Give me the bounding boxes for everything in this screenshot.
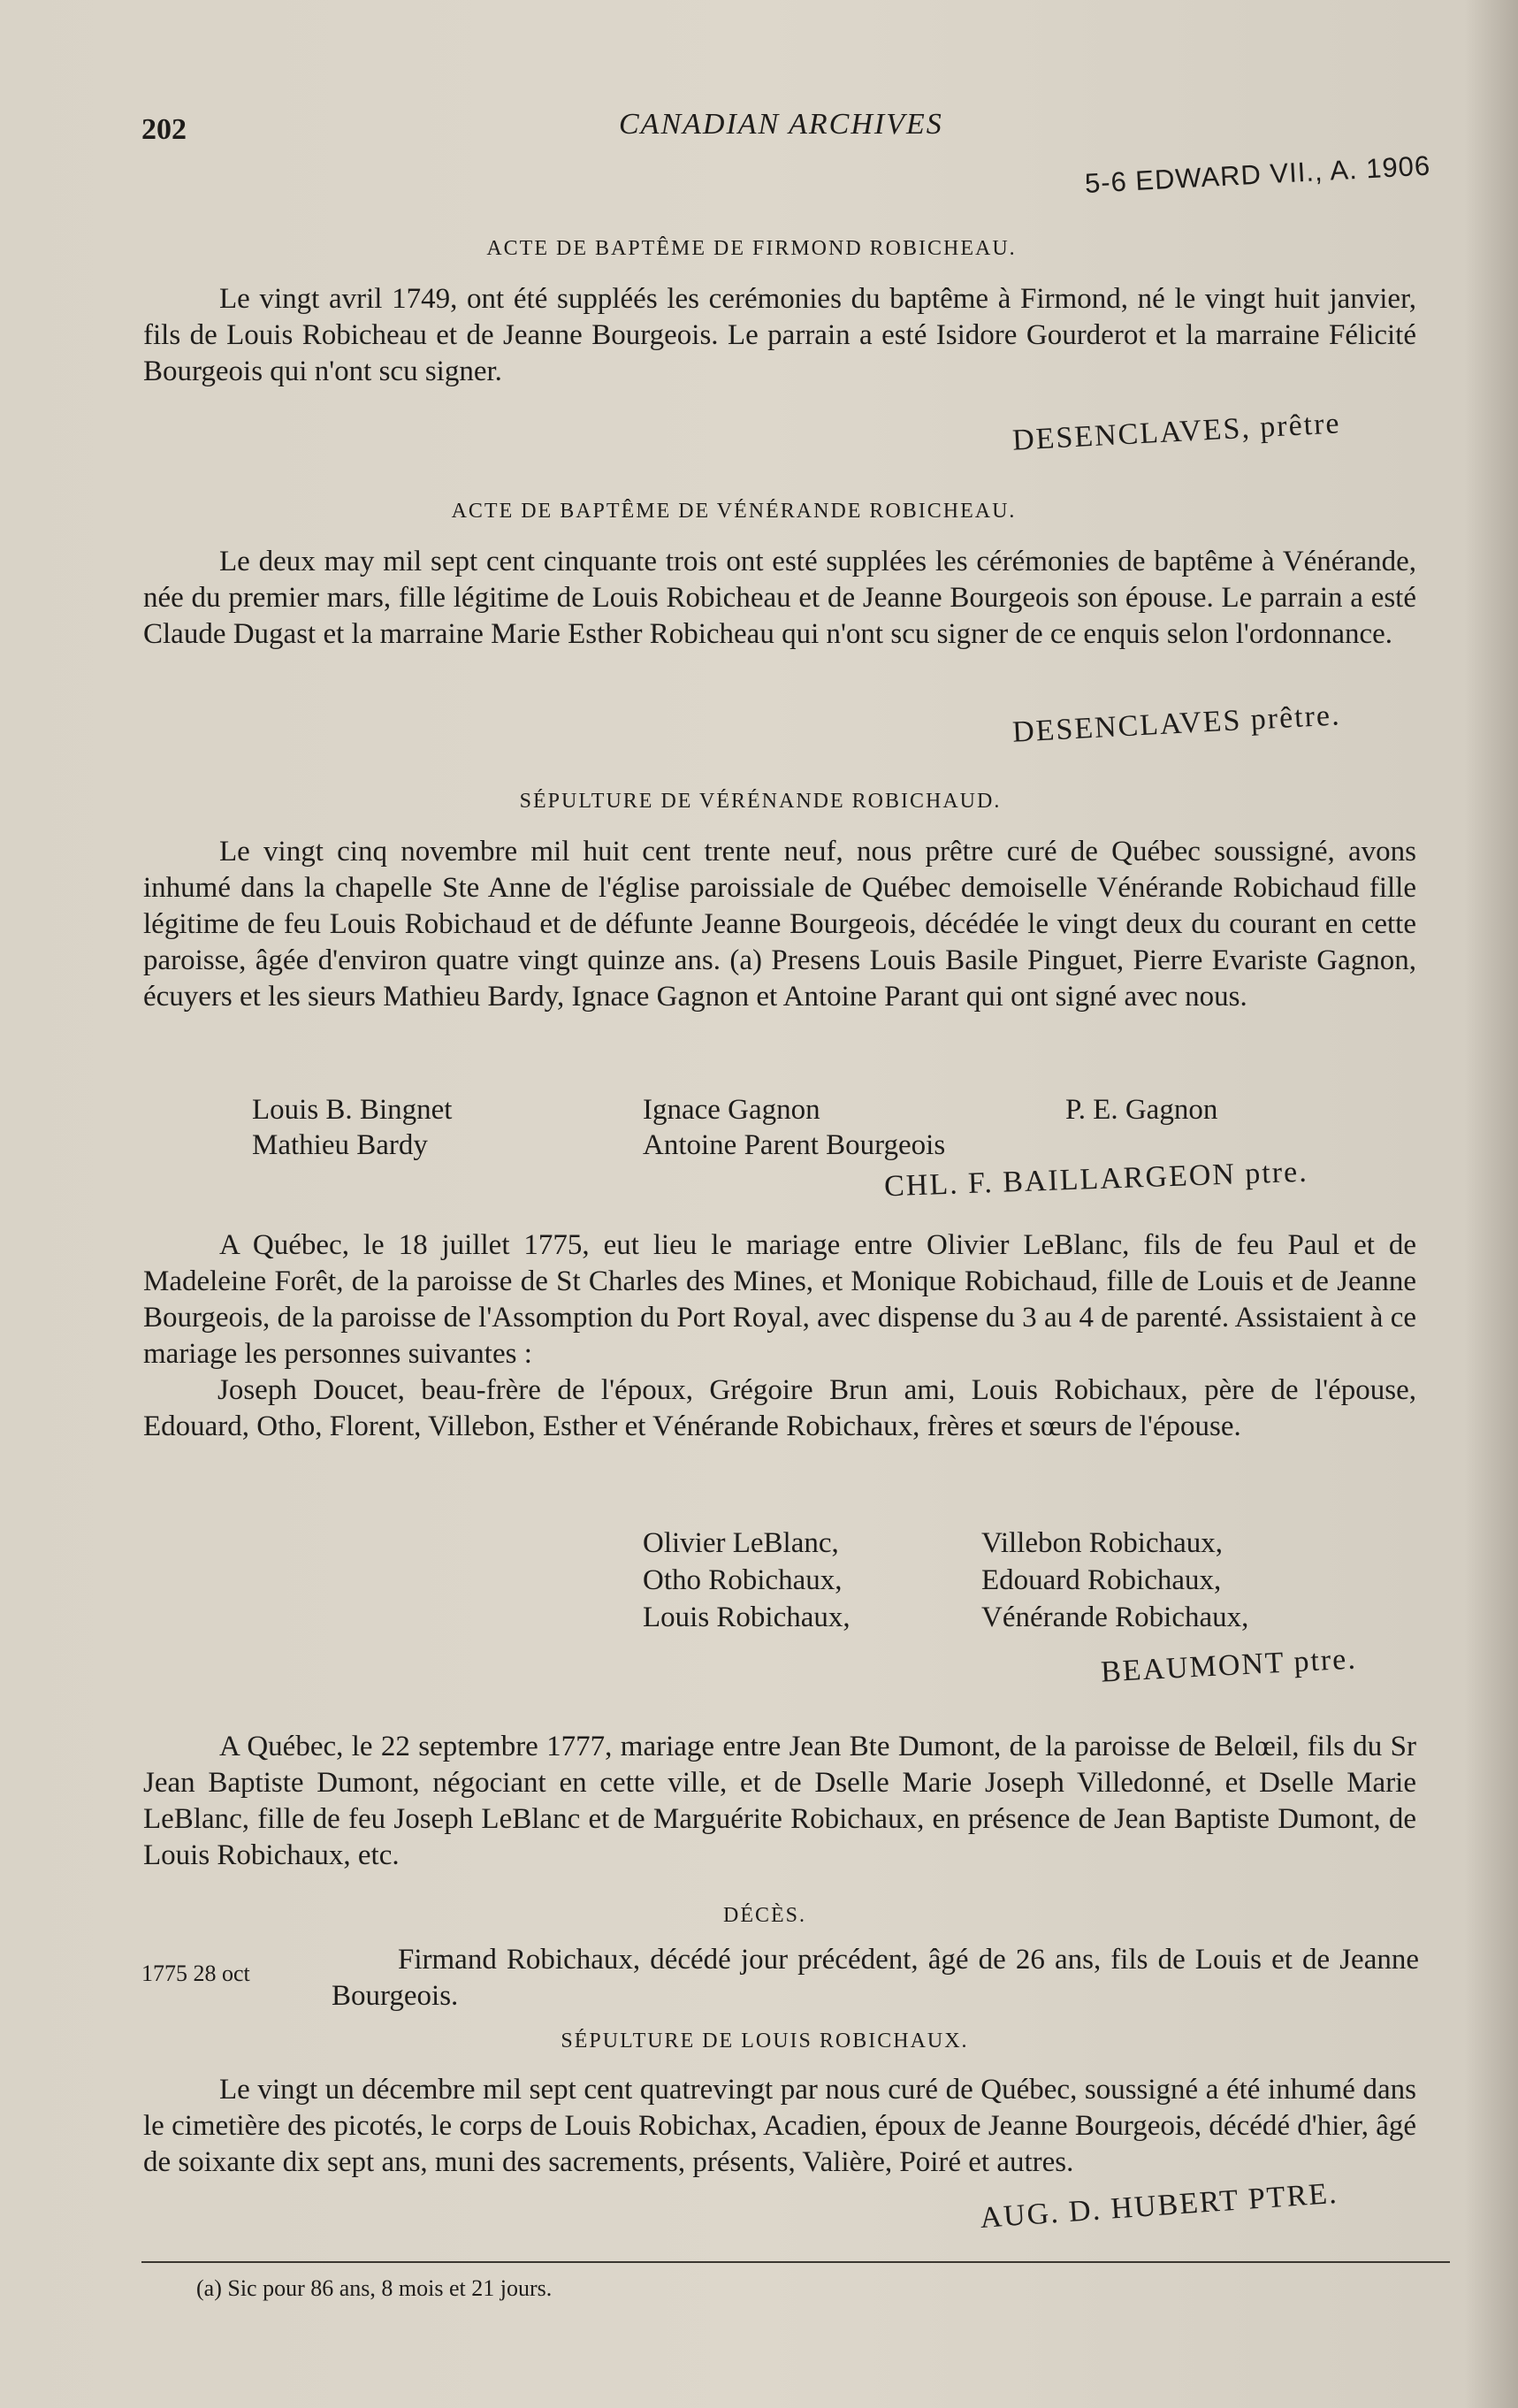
- witness-signatures-1839: [0, 1092, 1518, 1165]
- entry-bapteme-firmond: [143, 281, 1416, 390]
- entry-mariage-1775: [143, 1227, 1416, 1445]
- signature-hubert: AUG. D. HUBERT PTRE.: [979, 2176, 1339, 2236]
- heading-sepulture-venerande: SÉPULTURE DE VÉRÉNANDE ROBICHAUD.: [519, 790, 1002, 813]
- witness-name: Louis B. Bingnet: [252, 1094, 453, 1126]
- entry-text: Le vingt cinq novembre mil huit cent trente neuf, nous prêtre curé de Québec soussigné, avons inhumé dans la chapelle Ste Anne de l'église paroissiale de Québec demoiselle Vénérande Robichaud fille légitime de feu Louis Robichaud et de défunte Jeanne Bourgeois, décédée le vingt deux du courant en cette paroisse, âgée d'environ quatre vingt quinze ans. (a) Presens Louis Basile Pinguet, Pierre Evariste Gagnon, écuyers et les sieurs Mathieu Bardy, Ignace Gagnon et Antoine Parant qui ont signé avec nous.: [143, 836, 1416, 1013]
- footnote: (a) Sic pour 86 ans, 8 mois et 21 jours.: [196, 2275, 553, 2301]
- heading-deces: DÉCÈS.: [722, 1904, 806, 1927]
- witness-name: Ignace Gagnon: [643, 1094, 820, 1126]
- witness-name: Villebon Robichaux,: [981, 1527, 1223, 1559]
- signature-desenclaves-2: DESENCLAVES prêtre.: [1011, 699, 1342, 749]
- witness-name: Vénérande Robichaux,: [981, 1602, 1249, 1633]
- entry-text: Le deux may mil sept cent cinquante trois ont esté supplées les cérémonies de baptême à Vénérande, née du premier mars, fille légitime de Louis Robicheau et de Jeanne Bourgeois son épouse. Le parrain a esté Claude Dugast et la marraine Marie Esther Robicheau qui n'ont scu signer de ce enquis selon l'ordonnance.: [143, 546, 1416, 650]
- witness-name: Antoine Parent Bourgeois: [643, 1129, 946, 1161]
- entry-mariage-1777: [143, 1729, 1416, 1874]
- signature-desenclaves-1: DESENCLAVES, prêtre: [1011, 407, 1342, 457]
- date-note: 1775 28 oct: [141, 1961, 250, 1986]
- entry-text: A Québec, le 22 septembre 1777, mariage entre Jean Bte Dumont, de la paroisse de Belœil, fils du Sr Jean Baptiste Dumont, négociant en cette ville, et de Dselle Marie Joseph Villedonné, et Dselle Marie LeBlanc, fille de feu Joseph LeBlanc et de Marguérite Robichaux, en présence de Jean Baptiste Dumont, de Louis Robichaux, etc.: [143, 1731, 1416, 1871]
- page-number: 202: [141, 113, 187, 146]
- witness-name: P. E. Gagnon: [1065, 1094, 1218, 1126]
- entry-text: Le vingt avril 1749, ont été suppléés les cerémonies du baptême à Firmond, né le vingt huit janvier, fils de Louis Robicheau et de Jeanne Bourgeois. Le parrain a esté Isidore Gourderot et la marraine Félicité Bourgeois qui n'ont scu signer.: [143, 283, 1416, 387]
- witness-name: Mathieu Bardy: [252, 1129, 428, 1161]
- binding-shadow: [1465, 0, 1518, 2408]
- entry-text-assistants: Joseph Doucet, beau-frère de l'époux, Grégoire Brun ami, Louis Robichaux, père de l'épouse, Edouard, Otho, Florent, Villebon, Esther et Vénérande Robichaux, frères et sœurs de l'épouse.: [143, 1374, 1416, 1442]
- witness-name: Louis Robichaux,: [643, 1602, 851, 1633]
- witness-name: Olivier LeBlanc,: [643, 1527, 839, 1559]
- signature-baillargeon: CHL. F. BAILLARGEON ptre.: [883, 1155, 1309, 1204]
- entry-sepulture-venerande: [143, 834, 1416, 1015]
- entry-text: Le vingt un décembre mil sept cent quatrevingt par nous curé de Québec, soussigné a été inhumé dans le cimetière des picotés, le corps de Louis Robichax, Acadien, époux de Jeanne Bourgeois, décédé d'hier, âgé de soixante dix sept ans, muni des sacrements, présents, Valière, Poiré et autres.: [143, 2074, 1416, 2178]
- witness-name: Edouard Robichaux,: [981, 1564, 1222, 1596]
- witness-signatures-1775: [0, 1525, 1518, 1636]
- entry-deces-firmand: [332, 1942, 1419, 2014]
- entry-text: Firmand Robichaux, décédé jour précédent, âgé de 26 ans, fils de Louis et de Jeanne Bourgeois.: [332, 1944, 1419, 2012]
- entry-bapteme-venerande: [143, 544, 1416, 653]
- signature-beaumont: BEAUMONT ptre.: [1100, 1642, 1358, 1689]
- running-title: CANADIAN ARCHIVES: [619, 108, 943, 141]
- heading-bapteme-venerande: ACTE DE BAPTÊME DE VÉNÉRANDE ROBICHEAU.: [451, 500, 1017, 523]
- heading-sepulture-louis: SÉPULTURE DE LOUIS ROBICHAUX.: [561, 2030, 969, 2053]
- entry-sepulture-louis: [143, 2072, 1416, 2181]
- heading-bapteme-firmond: ACTE DE BAPTÊME DE FIRMOND ROBICHEAU.: [486, 237, 1017, 260]
- witness-name: Otho Robichaux,: [643, 1564, 843, 1596]
- footnote-rule: [141, 2261, 1450, 2263]
- session-label: 5-6 EDWARD VII., A. 1906: [1084, 149, 1431, 200]
- entry-text: A Québec, le 18 juillet 1775, eut lieu le mariage entre Olivier LeBlanc, fils de feu Paul et de Madeleine Forêt, de la paroisse de St Charles des Mines, et Monique Robichaud, fille de Louis et de Jeanne Bourgeois, de la paroisse de l'Assomption du Port Royal, avec dispense du 3 au 4 de parenté. Assistaient à ce mariage les personnes suivantes :: [143, 1229, 1416, 1370]
